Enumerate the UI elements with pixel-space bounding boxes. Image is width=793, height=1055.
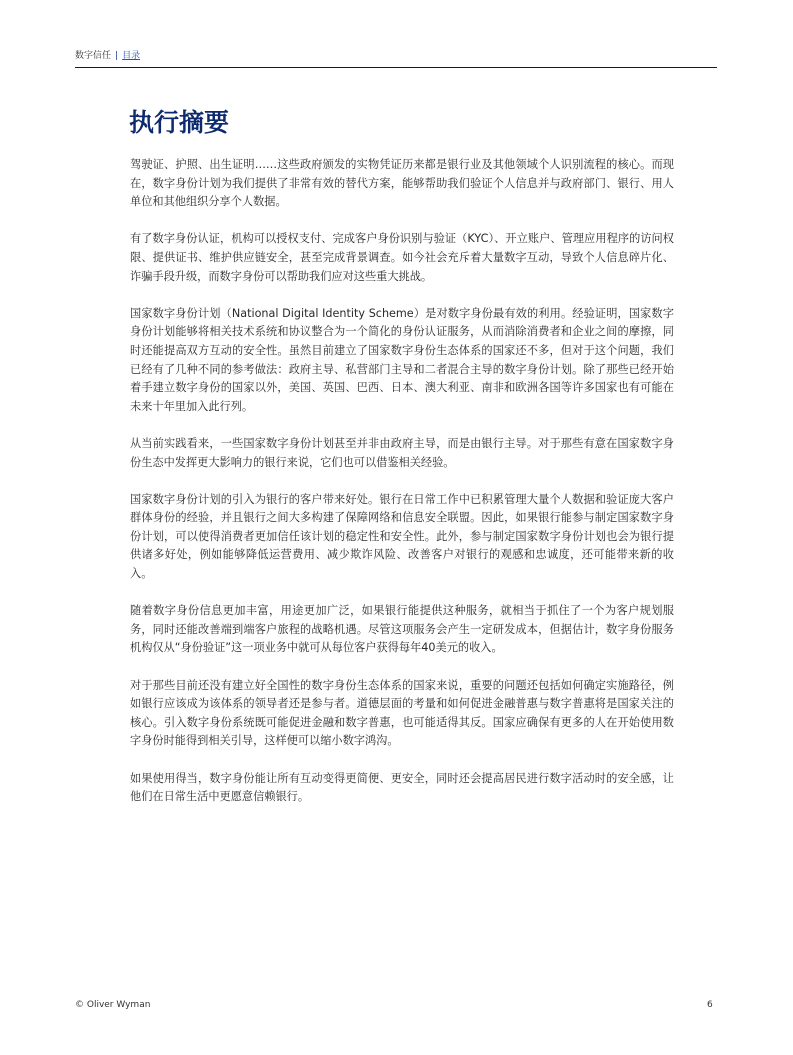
paragraph: 有了数字身份认证，机构可以授权支付、完成客户身份识别与验证（KYC）、开立账户、管理应用程序的访问权限、提供证书、维护供应链安全，甚至完成背景调查。如今社会充斥着大量数字互动，导致个人信息碎片化、诈骗手段升级，而数字身份可以帮助我们应对这些重大挑战。 — [130, 232, 674, 283]
toc-link[interactable]: 目录 — [122, 51, 141, 61]
paragraph: 驾驶证、护照、出生证明……这些政府颁发的实物凭证历来都是银行业及其他领域个人识别流程的核心。而现在，数字身份计划为我们提供了非常有效的替代方案，能够帮助我们验证个人信息并与政府部门、银行、用人单位和其他组织分享个人数据。 — [130, 158, 674, 209]
paragraph: 如果使用得当，数字身份能让所有互动变得更简便、更安全，同时还会提高居民进行数字活动时的安全感，让他们在日常生活中更愿意信赖银行。 — [130, 771, 674, 804]
body-text — [130, 156, 674, 825]
page-number: 6 — [707, 1000, 713, 1010]
header-separator: | — [115, 51, 119, 61]
paragraph: 随着数字身份信息更加丰富，用途更加广泛，如果银行能提供这种服务，就相当于抓住了一个为客户规划服务，同时还能改善端到端客户旅程的战略机遇。尽管这项服务会产生一定研发成本，但据估计，数字身份服务机构仅从“身份验证”这一项业务中就可从每位客户获得每年40美元的收入。 — [130, 604, 674, 655]
paragraph: 从当前实践看来，一些国家数字身份计划甚至并非由政府主导，而是由银行主导。对于那些有意在国家数字身份生态中发挥更大影响力的银行来说，它们也可以借鉴相关经验。 — [130, 436, 674, 469]
section-name: 数字信任 — [75, 51, 112, 61]
paragraph: 国家数字身份计划（National Digital Identity Scheme）是对数字身份最有效的利用。经验证明，国家数字身份计划能够将相关技术系统和协议整合为一个简化的身份认证服务，从而消除消费者和企业之间的摩擦，同时还能提高双方互动的安全性。虽然目前建立了国家数字身份生态体系的国家还不多，但对于这个问题，我们已经有了几种不同的参考做法：政府主导、私营部门主导和二者混合主导的数字身份计划。除了那些已经开始着手建立数字身份的国家以外，美国、英国、巴西、日本、澳大利亚、南非和欧洲各国等许多国家也有可能在未来十年里加入此行列。 — [130, 306, 674, 413]
paragraph: 对于那些目前还没有建立好全国性的数字身份生态体系的国家来说，重要的问题还包括如何确定实施路径，例如银行应该成为该体系的领导者还是参与者。道德层面的考量和如何促进金融普惠与数字普惠将是国家关注的核心。引入数字身份系统既可能促进金融和数字普惠，也可能适得其反。国家应确保有更多的人在开始使用数字身份时能得到相关引导，这样便可以缩小数字鸿沟。 — [130, 678, 674, 748]
page-title: 执行摘要 — [129, 108, 230, 137]
paragraph: 国家数字身份计划的引入为银行的客户带来好处。银行在日常工作中已积累管理大量个人数据和验证庞大客户群体身份的经验，并且银行之间大多构建了保障网络和信息安全联盟。因此，如果银行能参与制定国家数字身份计划，可以使得消费者更加信任该计划的稳定性和安全性。此外，参与制定国家数字身份计划也会为银行提供诸多好处，例如能够降低运营费用、减少欺诈风险、改善客户对银行的观感和忠诚度，还可能带来新的收入。 — [130, 492, 674, 581]
header-divider — [75, 67, 717, 68]
running-header — [75, 50, 140, 62]
footer-copyright: © Oliver Wyman — [75, 1000, 151, 1010]
